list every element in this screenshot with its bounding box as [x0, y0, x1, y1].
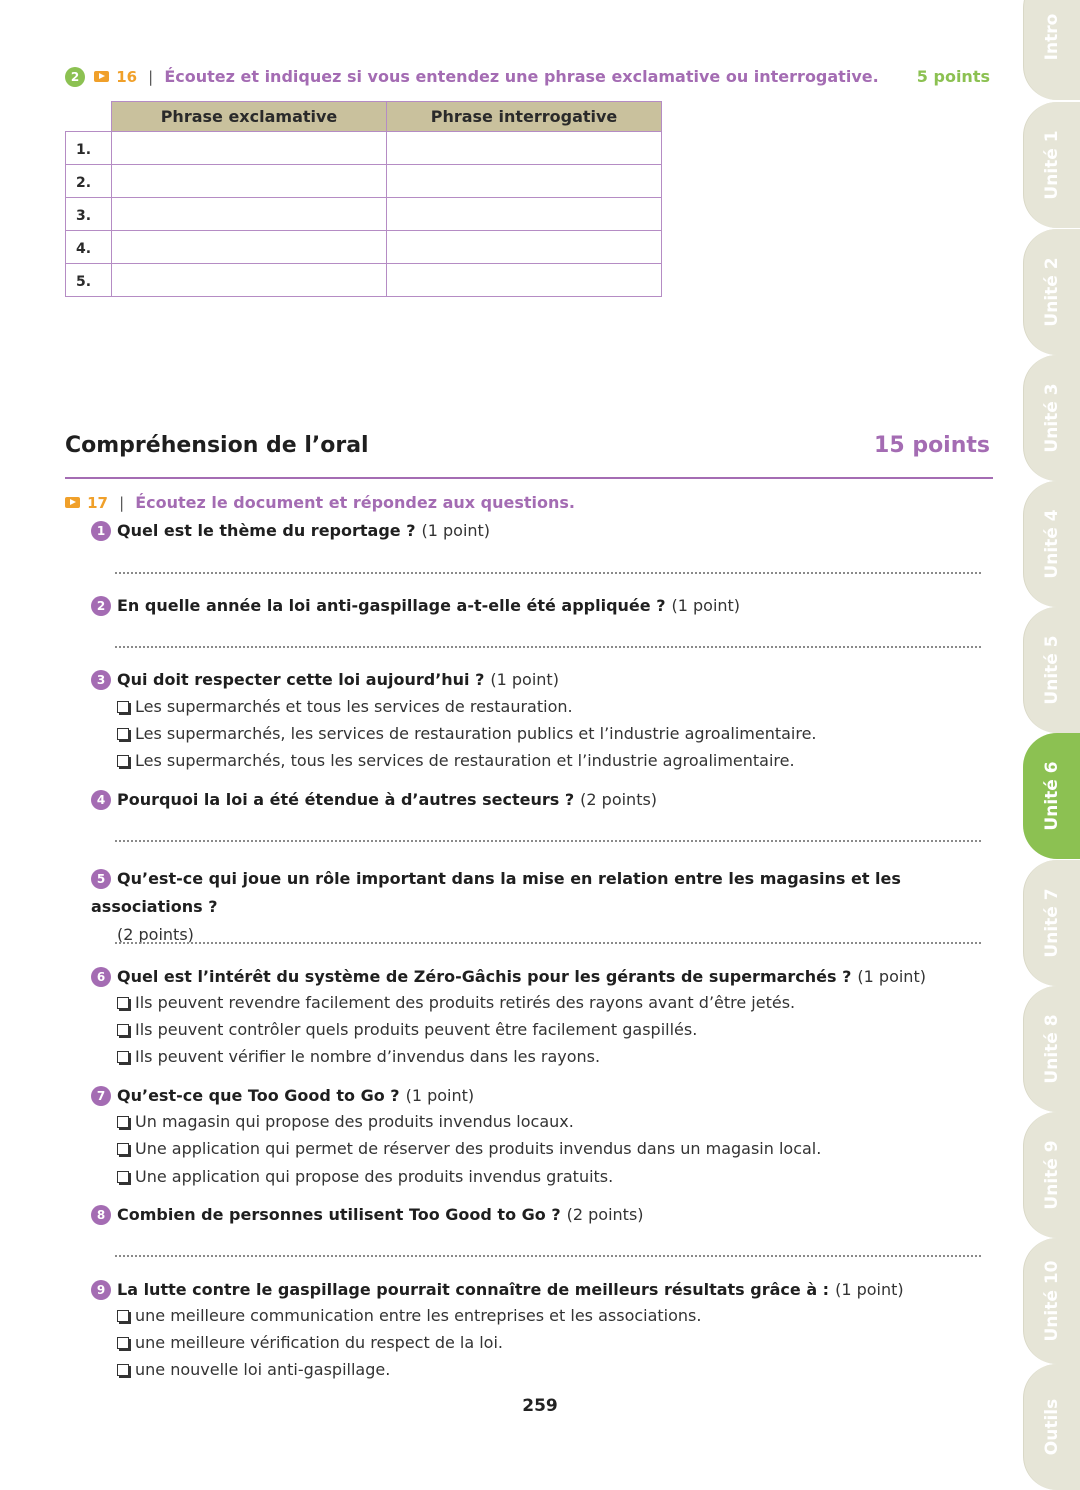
question-points: (1 point)	[405, 1086, 475, 1105]
answer-line[interactable]	[115, 572, 981, 574]
table-row	[66, 132, 662, 165]
question-number-badge: 7	[91, 1086, 111, 1106]
tab-unite-1[interactable]: Unité 1	[1023, 102, 1080, 228]
answer-line[interactable]	[115, 646, 981, 648]
answer-table	[65, 101, 662, 297]
checkbox-icon[interactable]	[117, 1051, 129, 1063]
tab-unite-8[interactable]: Unité 8	[1023, 986, 1080, 1112]
checkbox-icon[interactable]	[117, 728, 129, 740]
exercise-2-instruction: Écoutez et indiquez si vous entendez une phrase exclamative ou interrogative.	[164, 67, 879, 86]
exercise-17-header	[65, 492, 575, 512]
question-points: (1 point)	[490, 670, 559, 689]
option[interactable]	[117, 1112, 574, 1131]
option-text: Un magasin qui propose des produits invendus locaux.	[135, 1112, 574, 1131]
option-text: une meilleure vérification du respect de la loi.	[135, 1333, 503, 1352]
question-8	[91, 1204, 644, 1225]
option[interactable]	[117, 1020, 697, 1039]
question-text: Combien de personnes utilisent Too Good to Go ?	[117, 1205, 561, 1224]
option-text: Ils peuvent revendre facilement des produits retirés des rayons avant d’être jetés.	[135, 993, 796, 1012]
answer-cell-interrogative[interactable]	[387, 198, 662, 231]
question-points: (2 points)	[580, 790, 658, 809]
audio-play-icon	[65, 497, 80, 508]
option-text: Ils peuvent vérifier le nombre d’invendus dans les rayons.	[135, 1047, 601, 1066]
separator: |	[119, 493, 125, 512]
checkbox-icon[interactable]	[117, 1171, 129, 1183]
question-3	[91, 669, 559, 690]
question-7	[91, 1085, 474, 1106]
question-number-badge: 4	[91, 790, 111, 810]
checkbox-icon[interactable]	[117, 701, 129, 713]
question-points: (2 points)	[117, 925, 194, 944]
tab-unite-9[interactable]: Unité 9	[1023, 1112, 1080, 1238]
checkbox-icon[interactable]	[117, 1364, 129, 1376]
question-5	[91, 864, 996, 948]
option-text: Les supermarchés et tous les services de restauration.	[135, 697, 573, 716]
tab-unite-3[interactable]: Unité 3	[1023, 355, 1080, 481]
question-text: Qu’est-ce que Too Good to Go ?	[117, 1086, 400, 1105]
exercise-2-header	[65, 66, 995, 90]
question-text: La lutte contre le gaspillage pourrait connaître de meilleurs résultats grâce à :	[117, 1280, 830, 1299]
option-text: une nouvelle loi anti-gaspillage.	[135, 1360, 391, 1379]
question-9	[91, 1279, 904, 1300]
answer-line[interactable]	[115, 840, 981, 842]
side-tab-bar	[1023, 0, 1080, 1465]
answer-cell-exclamative[interactable]	[112, 264, 387, 297]
checkbox-icon[interactable]	[117, 1024, 129, 1036]
answer-line[interactable]	[115, 942, 981, 944]
exercise-17-instruction: Écoutez le document et répondez aux questions.	[135, 493, 576, 512]
tab-unite-10[interactable]: Unité 10	[1023, 1238, 1080, 1364]
checkbox-icon[interactable]	[117, 755, 129, 767]
question-number-badge: 2	[91, 596, 111, 616]
answer-cell-interrogative[interactable]	[387, 132, 662, 165]
table-row	[66, 264, 662, 297]
question-points: (2 points)	[566, 1205, 644, 1224]
answer-cell-exclamative[interactable]	[112, 198, 387, 231]
row-number: 4.	[66, 231, 112, 264]
checkbox-icon[interactable]	[117, 1143, 129, 1155]
question-text: Qui doit respecter cette loi aujourd’hui ?	[117, 670, 485, 689]
checkbox-icon[interactable]	[117, 1310, 129, 1322]
option-text: Les supermarchés, les services de restauration publics et l’industrie agroalimentaire.	[135, 724, 817, 743]
checkbox-icon[interactable]	[117, 1116, 129, 1128]
question-number-badge: 1	[91, 521, 111, 541]
question-points: (1 point)	[421, 521, 491, 540]
option[interactable]	[117, 1306, 701, 1325]
question-number-badge: 9	[91, 1280, 111, 1300]
question-text: Quel est l’intérêt du système de Zéro-Gâchis pour les gérants de supermarchés ?	[117, 967, 852, 986]
option[interactable]	[117, 1139, 821, 1158]
question-number-badge: 3	[91, 670, 111, 690]
section-points: 15 points	[874, 433, 990, 458]
row-number: 1.	[66, 132, 112, 165]
option-text: Les supermarchés, tous les services de restauration et l’industrie agroalimentaire.	[135, 751, 795, 770]
answer-line[interactable]	[115, 1255, 981, 1257]
page-number: 259	[522, 1396, 558, 1416]
section-divider	[65, 477, 993, 479]
answer-cell-interrogative[interactable]	[387, 231, 662, 264]
option[interactable]	[117, 697, 573, 716]
tab-unite-5[interactable]: Unité 5	[1023, 607, 1080, 733]
question-6	[91, 966, 926, 987]
tab-unite-2[interactable]: Unité 2	[1023, 229, 1080, 355]
row-number: 5.	[66, 264, 112, 297]
header-interrogative: Phrase interrogative	[387, 102, 662, 132]
answer-cell-exclamative[interactable]	[112, 132, 387, 165]
checkbox-icon[interactable]	[117, 1337, 129, 1349]
answer-cell-interrogative[interactable]	[387, 165, 662, 198]
option-text: Ils peuvent contrôler quels produits peuvent être facilement gaspillés.	[135, 1020, 698, 1039]
separator: |	[148, 67, 154, 86]
exercise-2-points: 5 points	[916, 67, 990, 86]
question-number-badge: 8	[91, 1205, 111, 1225]
option[interactable]	[117, 1333, 503, 1352]
option[interactable]	[117, 1047, 600, 1066]
tab-unite-4[interactable]: Unité 4	[1023, 481, 1080, 607]
question-number-badge: 6	[91, 967, 111, 987]
table-row	[66, 231, 662, 264]
table-corner	[66, 102, 112, 132]
option-text: Une application qui permet de réserver des produits invendus dans un magasin local.	[135, 1139, 822, 1158]
question-2	[91, 595, 740, 616]
audio-play-icon	[94, 71, 109, 82]
option[interactable]	[117, 724, 817, 743]
answer-cell-interrogative[interactable]	[387, 264, 662, 297]
answer-cell-exclamative[interactable]	[112, 231, 387, 264]
tab-unite-6[interactable]: Unité 6	[1023, 733, 1080, 859]
header-exclamative: Phrase exclamative	[112, 102, 387, 132]
option[interactable]	[117, 993, 795, 1012]
option-text: Une application qui propose des produits invendus gratuits.	[135, 1167, 614, 1186]
table-row	[66, 165, 662, 198]
row-number: 3.	[66, 198, 112, 231]
question-number-badge: 5	[91, 869, 111, 889]
question-text: En quelle année la loi anti-gaspillage a-t-elle été appliquée ?	[117, 596, 666, 615]
tab-outils[interactable]: Outils	[1023, 1364, 1080, 1490]
question-1	[91, 520, 490, 541]
tab-intro[interactable]: Intro	[1023, 0, 1080, 100]
audio-track-number: 16	[116, 67, 138, 86]
table-row	[66, 198, 662, 231]
question-text: Pourquoi la loi a été étendue à d’autres secteurs ?	[117, 790, 575, 809]
row-number: 2.	[66, 165, 112, 198]
option[interactable]	[117, 1167, 613, 1186]
question-points: (1 point)	[835, 1280, 904, 1299]
option[interactable]	[117, 751, 795, 770]
question-text: Quel est le thème du reportage ?	[117, 521, 416, 540]
exercise-number-badge: 2	[65, 67, 85, 87]
tab-unite-7[interactable]: Unité 7	[1023, 860, 1080, 986]
question-points: (1 point)	[671, 596, 741, 615]
option-text: une meilleure communication entre les entreprises et les associations.	[135, 1306, 702, 1325]
option[interactable]	[117, 1360, 390, 1379]
section-title: Compréhension de l’oral	[65, 433, 369, 458]
answer-cell-exclamative[interactable]	[112, 165, 387, 198]
audio-track-number: 17	[87, 493, 108, 512]
question-text: Qu’est-ce qui joue un rôle important dans la mise en relation entre les magasins et les associations ?	[91, 869, 901, 916]
question-4	[91, 789, 657, 810]
checkbox-icon[interactable]	[117, 997, 129, 1009]
question-points: (1 point)	[857, 967, 926, 986]
